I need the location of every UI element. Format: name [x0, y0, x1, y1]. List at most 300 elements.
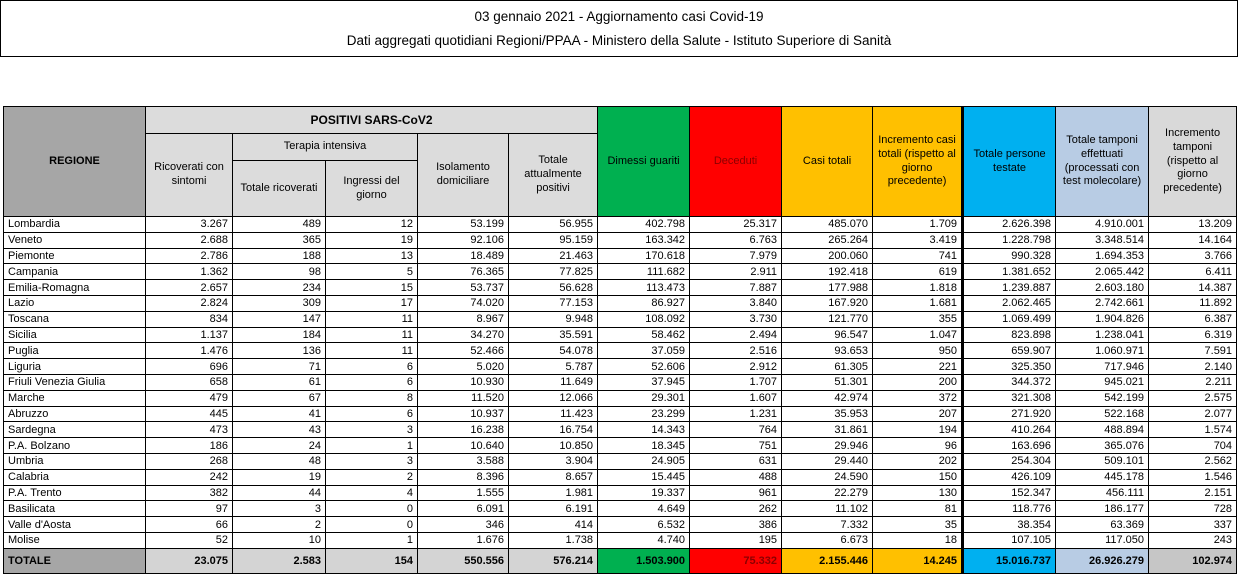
value-cell: 337: [1149, 517, 1237, 533]
table-row: [4, 422, 1237, 438]
value-cell: 234: [233, 280, 326, 296]
value-cell: 14.245: [873, 548, 963, 573]
region-name: Campania: [4, 264, 146, 280]
value-cell: 11: [326, 327, 418, 343]
value-cell: 147: [233, 311, 326, 327]
value-cell: 6: [326, 359, 418, 375]
header-incremento-tamponi: Incremento tamponi (rispetto al giorno precedente): [1149, 107, 1237, 217]
value-cell: 1.069.499: [963, 311, 1056, 327]
value-cell: 402.798: [598, 217, 690, 233]
header-isolamento-domiciliare: Isolamento domiciliare: [418, 134, 509, 217]
report-title-line2: Dati aggregati quotidiani Regioni/PPAA - Ministero della Salute - Istituto Superiore di Sanità: [346, 32, 892, 48]
value-cell: 704: [1149, 438, 1237, 454]
value-cell: 14.164: [1149, 232, 1237, 248]
value-cell: 29.440: [782, 453, 873, 469]
region-name: Friuli Venezia Giulia: [4, 374, 146, 390]
header-totale-attualmente-positivi: Totale attualmente positivi: [509, 134, 598, 217]
value-cell: 8.396: [418, 469, 509, 485]
value-cell: 386: [690, 517, 782, 533]
value-cell: 23.075: [146, 548, 233, 573]
value-cell: 2.077: [1149, 406, 1237, 422]
header-tamponi: Totale tamponi effettuati (processati con test molecolare): [1056, 107, 1149, 217]
value-cell: 751: [690, 438, 782, 454]
value-cell: 11.423: [509, 406, 598, 422]
region-name: Liguria: [4, 359, 146, 375]
value-cell: 1.681: [873, 295, 963, 311]
value-cell: 6: [326, 374, 418, 390]
value-cell: 2.494: [690, 327, 782, 343]
value-cell: 3.730: [690, 311, 782, 327]
table-row: [4, 532, 1237, 548]
value-cell: 53.199: [418, 217, 509, 233]
header-totale-ricoverati: Totale ricoverati: [233, 161, 326, 217]
value-cell: 56.955: [509, 217, 598, 233]
value-cell: 52.606: [598, 359, 690, 375]
value-cell: 2.516: [690, 343, 782, 359]
value-cell: 2.065.442: [1056, 264, 1149, 280]
value-cell: 4.910.001: [1056, 217, 1149, 233]
value-cell: 26.926.279: [1056, 548, 1149, 573]
value-cell: 52.466: [418, 343, 509, 359]
value-cell: 12: [326, 217, 418, 233]
value-cell: 456.111: [1056, 485, 1149, 501]
header-terapia-intensiva-group: Terapia intensiva: [233, 134, 418, 161]
value-cell: 3.267: [146, 217, 233, 233]
value-cell: 15.445: [598, 469, 690, 485]
value-cell: 35: [873, 517, 963, 533]
value-cell: 163.696: [963, 438, 1056, 454]
value-cell: 242: [146, 469, 233, 485]
value-cell: 48: [233, 453, 326, 469]
value-cell: 18.489: [418, 248, 509, 264]
value-cell: 95.159: [509, 232, 598, 248]
header-persone-testate: Totale persone testate: [963, 107, 1056, 217]
value-cell: 11: [326, 311, 418, 327]
value-cell: 76.365: [418, 264, 509, 280]
value-cell: 2.140: [1149, 359, 1237, 375]
value-cell: 6.763: [690, 232, 782, 248]
value-cell: 7.887: [690, 280, 782, 296]
covid-region-table: [3, 106, 1237, 574]
value-cell: 1.555: [418, 485, 509, 501]
value-cell: 1.362: [146, 264, 233, 280]
value-cell: 382: [146, 485, 233, 501]
value-cell: 717.946: [1056, 359, 1149, 375]
value-cell: 96: [873, 438, 963, 454]
value-cell: 61.305: [782, 359, 873, 375]
region-name: Lombardia: [4, 217, 146, 233]
value-cell: 445.178: [1056, 469, 1149, 485]
value-cell: 2.786: [146, 248, 233, 264]
region-name: Basilicata: [4, 501, 146, 517]
value-cell: 18: [873, 532, 963, 548]
value-cell: 53.737: [418, 280, 509, 296]
value-cell: 113.473: [598, 280, 690, 296]
value-cell: 8: [326, 390, 418, 406]
value-cell: 1.707: [690, 374, 782, 390]
value-cell: 24: [233, 438, 326, 454]
value-cell: 1.574: [1149, 422, 1237, 438]
value-cell: 25.317: [690, 217, 782, 233]
value-cell: 118.776: [963, 501, 1056, 517]
value-cell: 11.649: [509, 374, 598, 390]
value-cell: 696: [146, 359, 233, 375]
value-cell: 107.105: [963, 532, 1056, 548]
value-cell: 990.328: [963, 248, 1056, 264]
value-cell: 4: [326, 485, 418, 501]
value-cell: 35.591: [509, 327, 598, 343]
value-cell: 488.894: [1056, 422, 1149, 438]
total-row: [4, 548, 1237, 573]
value-cell: 619: [873, 264, 963, 280]
value-cell: 61: [233, 374, 326, 390]
region-name: Veneto: [4, 232, 146, 248]
value-cell: 2.626.398: [963, 217, 1056, 233]
value-cell: 66: [146, 517, 233, 533]
value-cell: 6.387: [1149, 311, 1237, 327]
value-cell: 102.974: [1149, 548, 1237, 573]
value-cell: 2.657: [146, 280, 233, 296]
value-cell: 2: [233, 517, 326, 533]
value-cell: 2.824: [146, 295, 233, 311]
value-cell: 945.021: [1056, 374, 1149, 390]
value-cell: 325.350: [963, 359, 1056, 375]
region-name: Abruzzo: [4, 406, 146, 422]
value-cell: 2.151: [1149, 485, 1237, 501]
value-cell: 262: [690, 501, 782, 517]
report-title-line1: 03 gennaio 2021 - Aggiornamento casi Covid-19: [474, 9, 764, 25]
table-header: [4, 107, 1237, 217]
table-row: [4, 501, 1237, 517]
region-name: Puglia: [4, 343, 146, 359]
value-cell: 3: [326, 422, 418, 438]
value-cell: 42.974: [782, 390, 873, 406]
value-cell: 3.840: [690, 295, 782, 311]
value-cell: 2.211: [1149, 374, 1237, 390]
value-cell: 51.301: [782, 374, 873, 390]
value-cell: 18.345: [598, 438, 690, 454]
value-cell: 6.319: [1149, 327, 1237, 343]
value-cell: 38.354: [963, 517, 1056, 533]
value-cell: 1.818: [873, 280, 963, 296]
value-cell: 10.850: [509, 438, 598, 454]
value-cell: 3.348.514: [1056, 232, 1149, 248]
value-cell: 1.476: [146, 343, 233, 359]
value-cell: 7.332: [782, 517, 873, 533]
table-row: [4, 327, 1237, 343]
value-cell: 542.199: [1056, 390, 1149, 406]
table-row: [4, 438, 1237, 454]
value-cell: 1.546: [1149, 469, 1237, 485]
value-cell: 485.070: [782, 217, 873, 233]
value-cell: 1.709: [873, 217, 963, 233]
value-cell: 19: [233, 469, 326, 485]
table-row: [4, 390, 1237, 406]
value-cell: 188: [233, 248, 326, 264]
value-cell: 13.209: [1149, 217, 1237, 233]
value-cell: 58.462: [598, 327, 690, 343]
value-cell: 1.738: [509, 532, 598, 548]
value-cell: 1: [326, 532, 418, 548]
value-cell: 4.649: [598, 501, 690, 517]
value-cell: 4.740: [598, 532, 690, 548]
value-cell: 659.907: [963, 343, 1056, 359]
table-row: [4, 232, 1237, 248]
value-cell: 23.299: [598, 406, 690, 422]
value-cell: 14.387: [1149, 280, 1237, 296]
value-cell: 265.264: [782, 232, 873, 248]
table-row: [4, 469, 1237, 485]
value-cell: 1.381.652: [963, 264, 1056, 280]
value-cell: 489: [233, 217, 326, 233]
table-row: [4, 295, 1237, 311]
value-cell: 14.343: [598, 422, 690, 438]
region-name: TOTALE: [4, 548, 146, 573]
value-cell: 2.062.465: [963, 295, 1056, 311]
table-row: [4, 217, 1237, 233]
value-cell: 550.556: [418, 548, 509, 573]
value-cell: 11.102: [782, 501, 873, 517]
value-cell: 75.332: [690, 548, 782, 573]
value-cell: 15.016.737: [963, 548, 1056, 573]
value-cell: 309: [233, 295, 326, 311]
value-cell: 77.825: [509, 264, 598, 280]
value-cell: 43: [233, 422, 326, 438]
value-cell: 6.532: [598, 517, 690, 533]
report-title-box: [0, 0, 1238, 57]
value-cell: 152.347: [963, 485, 1056, 501]
value-cell: 221: [873, 359, 963, 375]
value-cell: 63.369: [1056, 517, 1149, 533]
table-row: [4, 264, 1237, 280]
value-cell: 17: [326, 295, 418, 311]
value-cell: 1.239.887: [963, 280, 1056, 296]
value-cell: 10.930: [418, 374, 509, 390]
value-cell: 19: [326, 232, 418, 248]
value-cell: 414: [509, 517, 598, 533]
value-cell: 16.238: [418, 422, 509, 438]
value-cell: 98: [233, 264, 326, 280]
value-cell: 410.264: [963, 422, 1056, 438]
value-cell: 11.520: [418, 390, 509, 406]
value-cell: 576.214: [509, 548, 598, 573]
value-cell: 12.066: [509, 390, 598, 406]
value-cell: 10.937: [418, 406, 509, 422]
header-incremento-casi: Incremento casi totali (rispetto al giorno precedente): [873, 107, 963, 217]
header-ricoverati-sintomi: Ricoverati con sintomi: [146, 134, 233, 217]
value-cell: 823.898: [963, 327, 1056, 343]
value-cell: 81: [873, 501, 963, 517]
value-cell: 6.191: [509, 501, 598, 517]
value-cell: 24.590: [782, 469, 873, 485]
value-cell: 7.979: [690, 248, 782, 264]
value-cell: 2.688: [146, 232, 233, 248]
value-cell: 74.020: [418, 295, 509, 311]
region-name: Piemonte: [4, 248, 146, 264]
region-name: Molise: [4, 532, 146, 548]
value-cell: 97: [146, 501, 233, 517]
value-cell: 177.988: [782, 280, 873, 296]
value-cell: 741: [873, 248, 963, 264]
value-cell: 509.101: [1056, 453, 1149, 469]
value-cell: 130: [873, 485, 963, 501]
value-cell: 658: [146, 374, 233, 390]
value-cell: 11: [326, 343, 418, 359]
table-row: [4, 517, 1237, 533]
value-cell: 1.047: [873, 327, 963, 343]
value-cell: 1.981: [509, 485, 598, 501]
value-cell: 6.411: [1149, 264, 1237, 280]
value-cell: 170.618: [598, 248, 690, 264]
value-cell: 254.304: [963, 453, 1056, 469]
value-cell: 5.787: [509, 359, 598, 375]
value-cell: 15: [326, 280, 418, 296]
value-cell: 2.575: [1149, 390, 1237, 406]
table-row: [4, 485, 1237, 501]
region-name: P.A. Bolzano: [4, 438, 146, 454]
region-name: Calabria: [4, 469, 146, 485]
value-cell: 473: [146, 422, 233, 438]
value-cell: 1.904.826: [1056, 311, 1149, 327]
value-cell: 67: [233, 390, 326, 406]
value-cell: 92.106: [418, 232, 509, 248]
value-cell: 1.238.041: [1056, 327, 1149, 343]
value-cell: 86.927: [598, 295, 690, 311]
value-cell: 19.337: [598, 485, 690, 501]
value-cell: 346: [418, 517, 509, 533]
value-cell: 37.059: [598, 343, 690, 359]
value-cell: 29.946: [782, 438, 873, 454]
value-cell: 479: [146, 390, 233, 406]
value-cell: 207: [873, 406, 963, 422]
table-row: [4, 406, 1237, 422]
value-cell: 186: [146, 438, 233, 454]
value-cell: 6.091: [418, 501, 509, 517]
value-cell: 3: [233, 501, 326, 517]
value-cell: 2.912: [690, 359, 782, 375]
value-cell: 186.177: [1056, 501, 1149, 517]
value-cell: 29.301: [598, 390, 690, 406]
value-cell: 6: [326, 406, 418, 422]
value-cell: 167.920: [782, 295, 873, 311]
value-cell: 56.628: [509, 280, 598, 296]
value-cell: 631: [690, 453, 782, 469]
value-cell: 8.967: [418, 311, 509, 327]
value-cell: 108.092: [598, 311, 690, 327]
value-cell: 522.168: [1056, 406, 1149, 422]
table-row: [4, 343, 1237, 359]
value-cell: 1.676: [418, 532, 509, 548]
region-name: Valle d'Aosta: [4, 517, 146, 533]
table-body: [4, 217, 1237, 574]
value-cell: 271.920: [963, 406, 1056, 422]
value-cell: 2.742.661: [1056, 295, 1149, 311]
value-cell: 2: [326, 469, 418, 485]
value-cell: 77.153: [509, 295, 598, 311]
value-cell: 728: [1149, 501, 1237, 517]
header-casi-totali: Casi totali: [782, 107, 873, 217]
value-cell: 834: [146, 311, 233, 327]
value-cell: 37.945: [598, 374, 690, 390]
value-cell: 117.050: [1056, 532, 1149, 548]
value-cell: 1: [326, 438, 418, 454]
value-cell: 13: [326, 248, 418, 264]
value-cell: 3: [326, 453, 418, 469]
region-name: Umbria: [4, 453, 146, 469]
value-cell: 71: [233, 359, 326, 375]
header-dimessi-guariti: Dimessi guariti: [598, 107, 690, 217]
value-cell: 445: [146, 406, 233, 422]
header-regione: REGIONE: [4, 107, 146, 217]
value-cell: 3.588: [418, 453, 509, 469]
value-cell: 372: [873, 390, 963, 406]
value-cell: 355: [873, 311, 963, 327]
region-name: P.A. Trento: [4, 485, 146, 501]
value-cell: 192.418: [782, 264, 873, 280]
value-cell: 9.948: [509, 311, 598, 327]
value-cell: 24.905: [598, 453, 690, 469]
value-cell: 2.911: [690, 264, 782, 280]
value-cell: 35.953: [782, 406, 873, 422]
header-positivi-group: POSITIVI SARS-CoV2: [146, 107, 598, 134]
value-cell: 2.155.446: [782, 548, 873, 573]
value-cell: 54.078: [509, 343, 598, 359]
value-cell: 44: [233, 485, 326, 501]
value-cell: 365: [233, 232, 326, 248]
value-cell: 488: [690, 469, 782, 485]
value-cell: 5.020: [418, 359, 509, 375]
region-name: Sicilia: [4, 327, 146, 343]
value-cell: 34.270: [418, 327, 509, 343]
value-cell: 950: [873, 343, 963, 359]
value-cell: 21.463: [509, 248, 598, 264]
table-row: [4, 453, 1237, 469]
value-cell: 10.640: [418, 438, 509, 454]
value-cell: 1.060.971: [1056, 343, 1149, 359]
value-cell: 961: [690, 485, 782, 501]
table-row: [4, 374, 1237, 390]
value-cell: 1.231: [690, 406, 782, 422]
value-cell: 7.591: [1149, 343, 1237, 359]
value-cell: 121.770: [782, 311, 873, 327]
table-row: [4, 248, 1237, 264]
value-cell: 321.308: [963, 390, 1056, 406]
value-cell: 52: [146, 532, 233, 548]
table-row: [4, 311, 1237, 327]
header-deceduti: Deceduti: [690, 107, 782, 217]
value-cell: 1.503.900: [598, 548, 690, 573]
value-cell: 96.547: [782, 327, 873, 343]
value-cell: 41: [233, 406, 326, 422]
value-cell: 111.682: [598, 264, 690, 280]
value-cell: 163.342: [598, 232, 690, 248]
value-cell: 154: [326, 548, 418, 573]
value-cell: 194: [873, 422, 963, 438]
value-cell: 0: [326, 517, 418, 533]
value-cell: 268: [146, 453, 233, 469]
value-cell: 243: [1149, 532, 1237, 548]
region-name: Toscana: [4, 311, 146, 327]
value-cell: 8.657: [509, 469, 598, 485]
value-cell: 6.673: [782, 532, 873, 548]
table-row: [4, 359, 1237, 375]
value-cell: 2.562: [1149, 453, 1237, 469]
value-cell: 1.607: [690, 390, 782, 406]
value-cell: 2.583: [233, 548, 326, 573]
value-cell: 764: [690, 422, 782, 438]
value-cell: 1.137: [146, 327, 233, 343]
value-cell: 16.754: [509, 422, 598, 438]
